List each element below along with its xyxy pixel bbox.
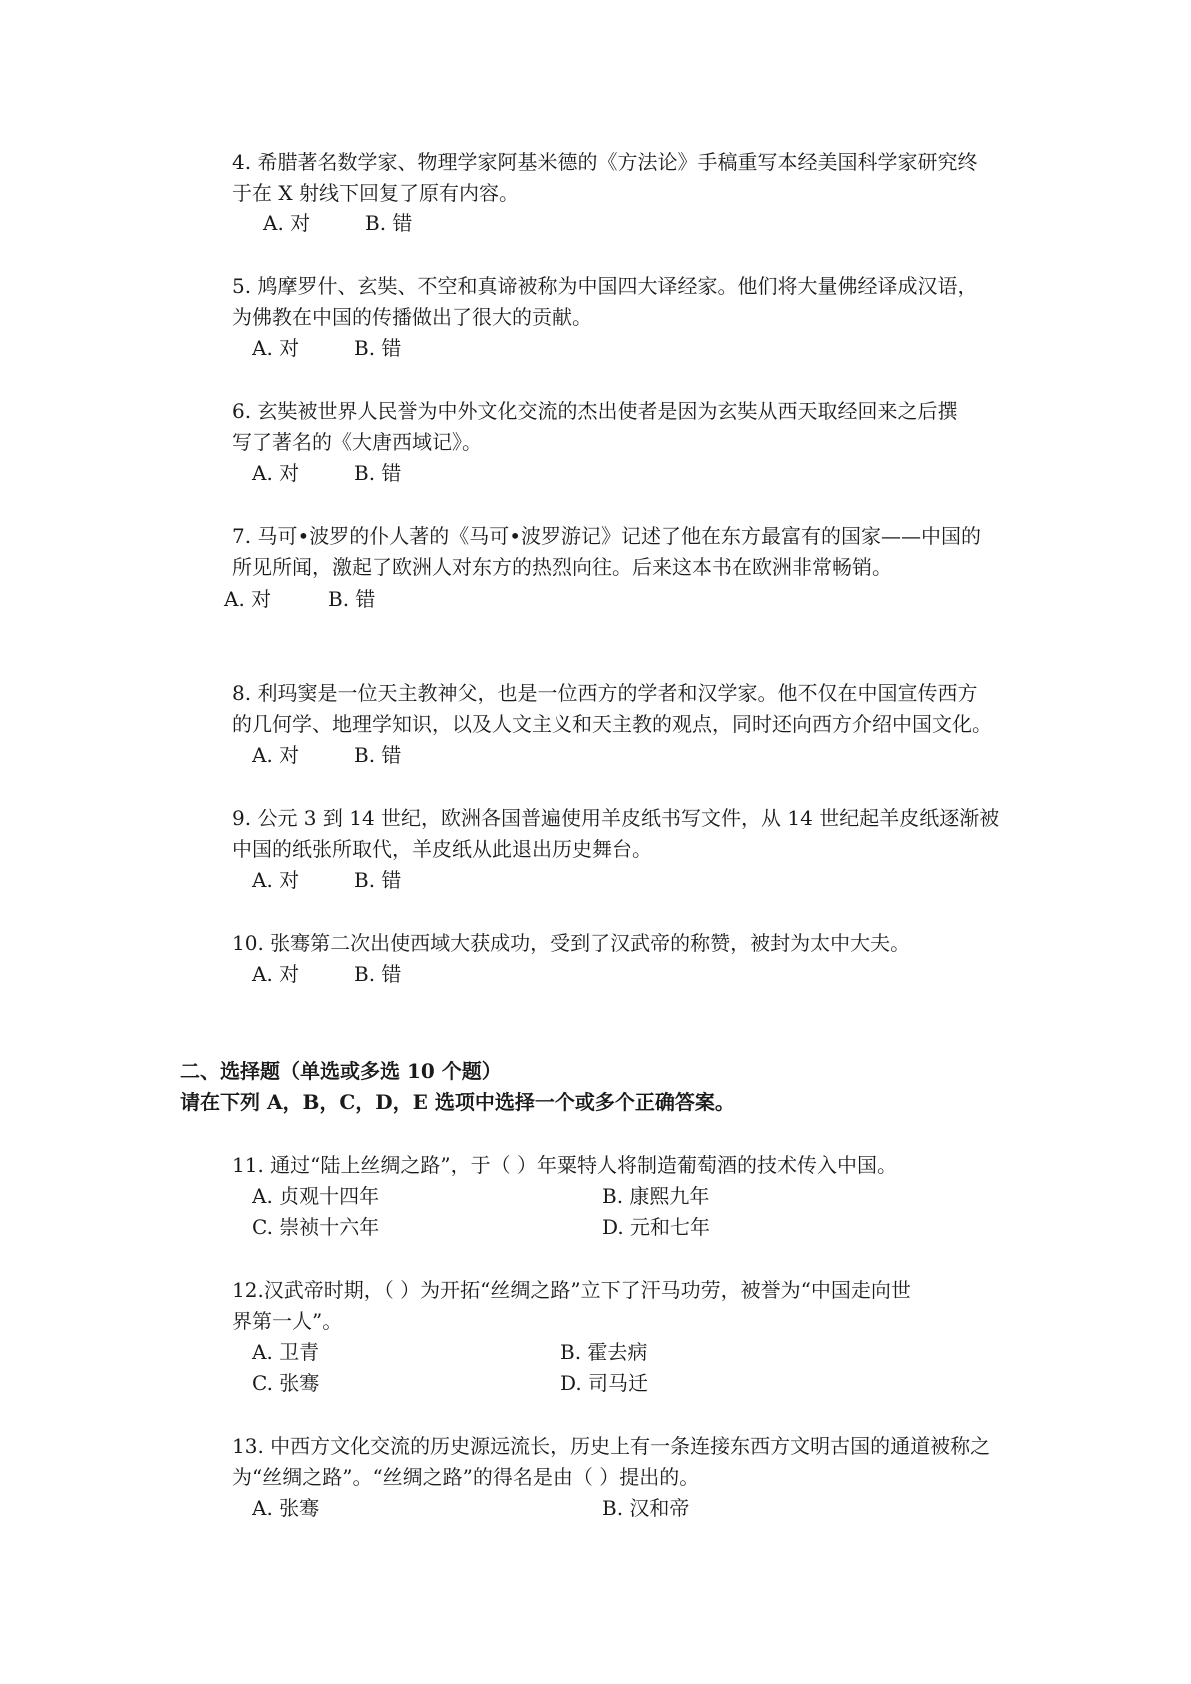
question-6-option-b: B. 错 — [354, 461, 402, 485]
question-5-line-1: 5. 鸠摩罗什、玄奘、不空和真谛被称为中国四大译经家。他们将大量佛经译成汉语， — [232, 274, 978, 298]
question-12-option-b: B. 霍去病 — [560, 1340, 648, 1364]
question-7-line-1: 7. 马可•波罗的仆人著的《马可•波罗游记》记述了他在东方最富有的国家——中国的 — [232, 524, 982, 548]
question-10-option-b: B. 错 — [354, 962, 402, 986]
question-4-option-a: A. 对 — [263, 211, 311, 235]
question-12-option-c: C. 张骞 — [252, 1371, 320, 1395]
question-8-option-a: A. 对 — [252, 743, 300, 767]
question-12-option-a: A. 卫青 — [252, 1340, 320, 1364]
question-13-option-a: A. 张骞 — [252, 1496, 320, 1520]
question-7-line-2: 所见所闻，激起了欧洲人对东方的热烈向往。后来这本书在欧洲非常畅销。 — [232, 555, 892, 579]
question-10-line-1: 10. 张骞第二次出使西域大获成功，受到了汉武帝的称赞，被封为太中大夫。 — [232, 931, 911, 955]
question-8-line-1: 8. 利玛窦是一位天主教神父，也是一位西方的学者和汉学家。他不仅在中国宣传西方 — [232, 681, 978, 705]
question-9-option-b: B. 错 — [354, 868, 402, 892]
question-9-option-a: A. 对 — [252, 868, 300, 892]
section-heading: 二、选择题（单选或多选 10 个题） — [180, 1059, 502, 1083]
question-6-option-a: A. 对 — [252, 461, 300, 485]
question-8-line-2: 的几何学、地理学知识，以及人文主义和天主教的观点，同时还向西方介绍中国文化。 — [232, 712, 992, 736]
question-4-line-2: 于在 X 射线下回复了原有内容。 — [232, 181, 519, 205]
question-11-option-d: D. 元和七年 — [602, 1215, 711, 1239]
question-9-line-2: 中国的纸张所取代，羊皮纸从此退出历史舞台。 — [232, 837, 652, 861]
question-11-option-a: A. 贞观十四年 — [252, 1184, 380, 1208]
question-12-line-1: 12.汉武帝时期，（ ）为开拓“丝绸之路”立下了汗马功劳，被誉为“中国走向世 — [232, 1278, 911, 1302]
question-8-option-b: B. 错 — [354, 743, 402, 767]
question-11-option-c: C. 崇祯十六年 — [252, 1215, 380, 1239]
question-9-line-1: 9. 公元 3 到 14 世纪，欧洲各国普遍使用羊皮纸书写文件，从 14 世纪起羊皮纸逐渐被 — [232, 806, 1000, 830]
section-instruction: 请在下列 A，B，C，D，E 选项中选择一个或多个正确答案。 — [180, 1090, 735, 1114]
question-6-line-2: 写了著名的《大唐西域记》。 — [232, 430, 482, 454]
question-7-option-b: B. 错 — [328, 587, 376, 611]
question-4-option-b: B. 错 — [365, 211, 413, 235]
question-5-option-b: B. 错 — [354, 336, 402, 360]
question-6-line-1: 6. 玄奘被世界人民誉为中外文化交流的杰出使者是因为玄奘从西天取经回来之后撰 — [232, 399, 958, 423]
question-5-option-a: A. 对 — [252, 336, 300, 360]
question-13-option-b: B. 汉和帝 — [602, 1496, 690, 1520]
question-7-option-a: A. 对 — [224, 587, 272, 611]
question-10-option-a: A. 对 — [252, 962, 300, 986]
question-11-option-b: B. 康熙九年 — [602, 1184, 710, 1208]
question-5-line-2: 为佛教在中国的传播做出了很大的贡献。 — [232, 305, 592, 329]
question-12-line-2: 界第一人”。 — [232, 1309, 343, 1333]
question-11-line-1: 11. 通过“陆上丝绸之路”，于（ ）年粟特人将制造葡萄酒的技术传入中国。 — [232, 1153, 897, 1177]
question-13-line-1: 13. 中西方文化交流的历史源远流长，历史上有一条连接东西方文明古国的通道被称之 — [232, 1434, 991, 1458]
question-12-option-d: D. 司马迁 — [560, 1371, 649, 1395]
question-13-line-2: 为“丝绸之路”。“丝绸之路”的得名是由（ ）提出的。 — [232, 1465, 700, 1489]
question-4-line-1: 4. 希腊著名数学家、物理学家阿基米德的《方法论》手稿重写本经美国科学家研究终 — [232, 150, 978, 174]
